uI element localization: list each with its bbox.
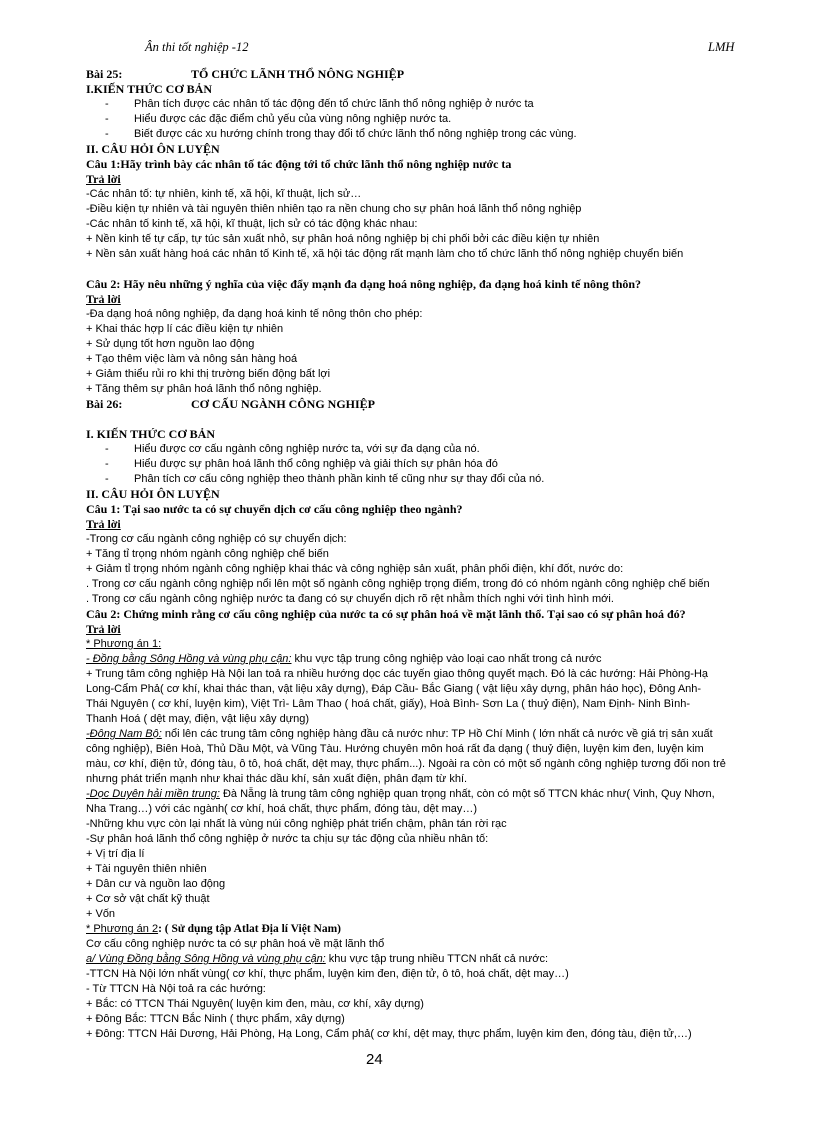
section-heading: I.KIẾN THỨC CƠ BẢN: [86, 82, 213, 96]
answer-line: màu, cơ khí, điện tử, đóng tàu, ô tô, hoá chất, dệt may, thực phẩm...). Ngoài ra còn có một số ngành công nghiệp tương đối non trẻ: [86, 758, 726, 770]
question: Câu 1:Hãy trình bày các nhân tố tác động tới tổ chức lãnh thổ nông nghiệp nước ta: [86, 157, 512, 171]
answer-line: Thanh Hoá ( dệt may, điện, vật liệu xây dựng): [86, 713, 309, 725]
lesson-title-25: [86, 67, 770, 82]
answer-line: + Tăng tỉ trọng nhóm ngành công nghiệp chế biến: [86, 548, 329, 560]
section-heading: II. CÂU HỎI ÔN LUYỆN: [86, 142, 220, 156]
answer-line: + Đông Bắc: TTCN Bắc Ninh ( thực phẩm, xây dựng): [86, 1013, 345, 1025]
answer-line: công nghiệp), Biên Hoà, Thủ Dầu Một, và Vũng Tàu. Hướng chuyên môn hoá rất đa dạng ( thuỷ điện, luyện kim đen, luyện kim: [86, 743, 704, 755]
answer-line: Long-Cẩm Phả( cơ khí, khai thác than, vật liệu xây dựng), Đáp Cầu- Bắc Giang ( vật liệu xây dựng, phân háo học), Đông Anh-: [86, 683, 702, 695]
answer-line: -Các nhân tố: tự nhiên, kinh tế, xã hội, kĩ thuật, lịch sử…: [86, 188, 362, 200]
option-heading: * Phương án 1:: [86, 638, 162, 650]
question: Câu 2: Hãy nêu những ý nghĩa của việc đẩy mạnh đa dạng hoá nông nghiệp, đa dạng hoá kinh tế nông thôn?: [86, 277, 642, 291]
answer-line: + Đông: TTCN Hải Dương, Hải Phòng, Hạ Long, Cẩm phả( cơ khí, dệt may, thực phẩm, luyện kim đen, đóng tàu, điện tử,…): [86, 1028, 692, 1040]
section-heading: I. KIẾN THỨC CƠ BẢN: [86, 427, 216, 441]
answer-line: + Sử dụng tốt hơn nguồn lao động: [86, 338, 255, 350]
bullet-item: - Hiểu được các đặc điểm chủ yếu của vùng nông nghiệp nước ta.: [105, 113, 452, 125]
option-heading: * Phương án 2: ( Sử dụng tập Atlat Địa lí Việt Nam): [86, 923, 341, 935]
lesson-title: TỔ CHỨC LÃNH THỔ NÔNG NGHIỆP: [191, 67, 405, 81]
answer-line: -Điều kiện tự nhiên và tài nguyên thiên nhiên tạo ra nền chung cho sự phân hoá lãnh thổ nông nghiệp: [86, 203, 582, 215]
answer-line: -Những khu vực còn lại nhất là vùng núi công nghiệp phát triển chậm, phân tán rời rạc: [86, 818, 507, 830]
lesson-number: Bài 26:: [86, 397, 123, 411]
answer-line: + Bắc: có TTCN Thái Nguyên( luyện kim đen, màu, cơ khí, xây dựng): [86, 998, 424, 1010]
section-heading: II. CÂU HỎI ÔN LUYỆN: [86, 487, 220, 501]
answer-line: nhưng phát triển mạnh như khai thác dầu khí, sản xuất điện, phân đạm từ khí.: [86, 773, 468, 785]
answer-line: + Dân cư và nguồn lao động: [86, 878, 226, 890]
bullet-item: - Hiểu được cơ cấu ngành công nghiệp nước ta, với sự đa dạng của nó.: [105, 443, 480, 455]
bullet-item: - Phân tích cơ cấu công nghiệp theo thành phần kinh tế cũng như sự thay đổi của nó.: [105, 473, 545, 485]
lesson-number: Bài 25:: [86, 67, 123, 81]
answer-line: . Trong cơ cấu ngành công nghiệp nổi lên một số ngành công nghiệp trọng điểm, trong đó có nhóm ngành công nghiệp chế biến: [86, 578, 710, 590]
question: Câu 1: Tại sao nước ta có sự chuyển dịch cơ cấu công nghiệp theo ngành?: [86, 502, 463, 516]
answer-line: . Trong cơ cấu ngành công nghiệp nước ta đang có sự chuyển dịch rõ rệt nhằm thích nghi với tình hình mới.: [86, 593, 614, 605]
question: Câu 2: Chứng minh rằng cơ cấu công nghiệp của nước ta có sự phân hoá về mặt lãnh thổ. Tại sao có sự phân hoá đó?: [86, 607, 686, 621]
answer-line: Nha Trang…) với các ngành( cơ khí, hoá chất, thực phẩm, đóng tàu, dệt may…): [86, 803, 478, 815]
answer-line: + Cơ sở vật chất kỹ thuật: [86, 893, 210, 905]
answer-line: Thái Nguyên ( cơ khí, luyện kim), Việt Trì- Lâm Thao ( hoá chất, giấy), Hoà Bình- Sơn La ( thuỷ điện), Nam Định- Ninh Bình-: [86, 698, 691, 710]
region-line: - Đồng bằng Sông Hồng và vùng phụ cận: khu vực tập trung công nghiệp vào loại cao nhất trong cả nước: [86, 653, 602, 665]
answer-line: + Giảm thiểu rủi ro khi thị trường biến động bất lợi: [86, 368, 331, 380]
answer-line: + Nền kinh tế tự cấp, tự túc sản xuất nhỏ, sự phân hoá nông nghiệp bị chi phối bởi các điều kiện tự nhiên: [86, 233, 600, 245]
answer-label: Trả lời: [86, 517, 121, 531]
answer-line: -TTCN Hà Nội lớn nhất vùng( cơ khí, thực phẩm, luyện kim đen, điện tử, ô tô, hoá chất, dệt may…): [86, 968, 569, 980]
lesson-title: CƠ CẤU NGÀNH CÔNG NGHIỆP: [191, 397, 376, 411]
answer-line: + Vị trí địa lí: [86, 848, 145, 860]
answer-line: + Tài nguyên thiên nhiên: [86, 863, 207, 875]
answer-line: + Tăng thêm sự phân hoá lãnh thổ nông nghiệp.: [86, 383, 322, 395]
answer-line: + Trung tâm công nghiệp Hà Nội lan toả ra nhiều hướng dọc các tuyến giao thông quyết mạch. Đó là các hướng: Hải Phòng-Hạ: [86, 668, 708, 680]
region-line: a/ Vùng Đồng bằng Sông Hồng và vùng phụ cận: khu vực tập trung nhiều TTCN nhất cả nước:: [86, 953, 549, 965]
answer-label: Trả lời: [86, 292, 121, 306]
answer-label: Trả lời: [86, 172, 121, 186]
answer-label: Trả lời: [86, 622, 121, 636]
bullet-item: - Phân tích được các nhân tố tác động đến tổ chức lãnh thổ nông nghiệp ở nước ta: [105, 98, 534, 110]
header-right: LMH: [708, 40, 735, 54]
bullet-item: - Hiểu được sự phân hoá lãnh thổ công nghiệp và giải thích sự phân hóa đó: [105, 458, 498, 470]
answer-line: -Sự phân hoá lãnh thổ công nghiệp ở nước ta chịu sự tác động của nhiều nhân tố:: [86, 833, 489, 845]
page-content: [86, 67, 770, 1042]
answer-line: - Từ TTCN Hà Nội toả ra các hướng:: [86, 983, 266, 995]
lesson-title-26: [86, 397, 770, 412]
answer-line: Cơ cấu công nghiệp nước ta có sự phân hoá về mặt lãnh thổ: [86, 938, 385, 950]
answer-line: + Nền sản xuất hàng hoá các nhân tố Kinh tế, xã hội tác động rất mạnh làm cho tổ chức lãnh thổ nông nghiệp chuyển biến: [86, 248, 684, 260]
answer-line: + Giảm tỉ trọng nhóm ngành công nghiệp khai thác và công nghiệp sản xuất, phân phối điện, khí đốt, nước do:: [86, 563, 624, 575]
answer-line: -Đa dạng hoá nông nghiệp, đa dạng hoá kinh tế nông thôn cho phép:: [86, 308, 423, 320]
answer-line: + Vốn: [86, 908, 116, 920]
answer-line: + Khai thác hợp lí các điều kiện tự nhiên: [86, 323, 284, 335]
region-line: -Đông Nam Bộ: nổi lên các trung tâm công nghiệp hàng đầu cả nước như: TP Hồ Chí Minh ( lớn nhất cả nước về giá trị sản xuất: [86, 728, 713, 740]
header-left: Ân thi tốt nghiệp -12: [145, 40, 249, 54]
answer-line: -Trong cơ cấu ngành công nghiệp có sự chuyển dịch:: [86, 533, 347, 545]
region-line: -Dọc Duyên hải miền trung: Đà Nẵng là trung tâm công nghiệp quan trọng nhất, còn có một số TTCN khác như( Vinh, Quy Nhơn,: [86, 788, 715, 800]
bullet-item: - Biết được các xu hướng chính trong thay đổi tổ chức lãnh thổ nông nghiệp trong các vùng.: [105, 128, 577, 140]
answer-line: -Các nhân tố kinh tế, xã hội, kĩ thuật, lịch sử có tác động khác nhau:: [86, 218, 418, 230]
page-number: 24: [366, 1051, 383, 1068]
answer-line: + Tạo thêm việc làm và nông sản hàng hoá: [86, 353, 298, 365]
